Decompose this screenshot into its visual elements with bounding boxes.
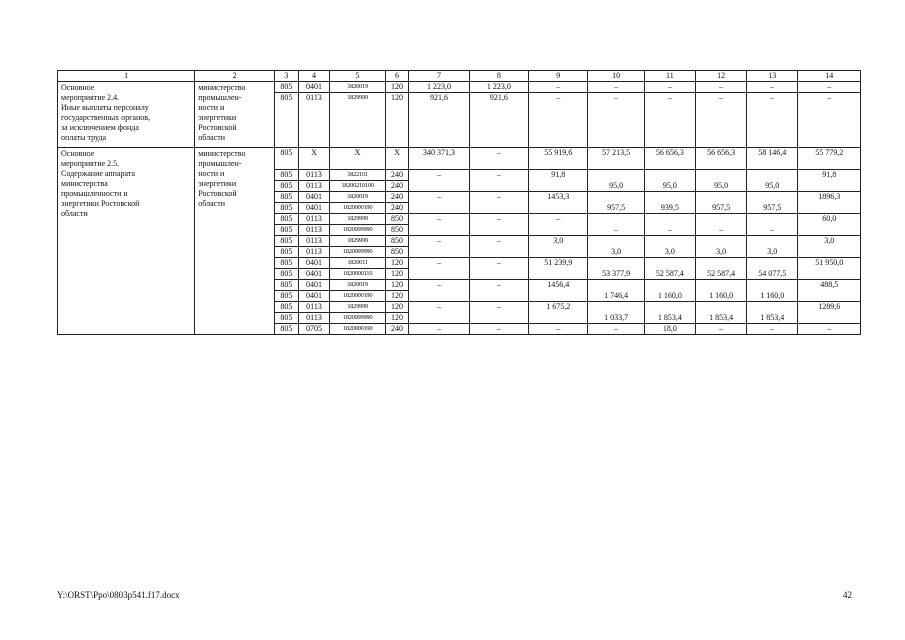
table-cell: 1820019 xyxy=(330,82,385,93)
table-cell: 3,0 xyxy=(644,236,695,258)
table-cell: 1820099990 xyxy=(330,313,385,324)
table-cell: 240 xyxy=(385,181,409,192)
table-cell: 3,0 xyxy=(529,236,588,258)
table-cell: 52 587,4 xyxy=(695,258,746,280)
table-cell: 0113 xyxy=(298,236,330,247)
table-cell: – xyxy=(469,302,528,324)
table-cell: 850 xyxy=(385,214,409,225)
header-cell: 9 xyxy=(529,71,588,82)
text-line: энергетики Ростовской xyxy=(61,199,140,208)
table-cell: 340 371,3 xyxy=(409,148,469,170)
text-line: области xyxy=(198,133,225,142)
header-cell: 12 xyxy=(695,71,746,82)
table-cell: 1456,4 xyxy=(529,280,588,302)
table-cell: 1820000110 xyxy=(330,269,385,280)
table-cell: 1 223,0 xyxy=(409,82,469,93)
table-cell: 0113 xyxy=(298,247,330,258)
table-cell: 120 xyxy=(385,313,409,324)
table-cell: 0705 xyxy=(298,324,330,335)
table-cell: 240 xyxy=(385,170,409,181)
text-line: оплаты труда xyxy=(61,133,107,142)
text-line: министерство xyxy=(198,149,246,158)
table-cell: 957,5 xyxy=(747,192,798,214)
table-cell: 1829999 xyxy=(330,236,385,247)
table-cell: 939,5 xyxy=(644,192,695,214)
executor-cell xyxy=(195,82,275,148)
table-cell: 56 656,3 xyxy=(644,148,695,170)
table-cell: – xyxy=(644,93,695,148)
table-cell: – xyxy=(798,82,861,93)
header-cell: 4 xyxy=(298,71,330,82)
table-cell: 120 xyxy=(385,82,409,93)
table-cell: 1820000190 xyxy=(330,203,385,214)
table-cell: 1 160,0 xyxy=(747,280,798,302)
table-cell: – xyxy=(409,170,469,192)
table-cell: – xyxy=(529,324,588,335)
table-cell: – xyxy=(469,280,528,302)
text-line: энергетики xyxy=(198,113,237,122)
header-cell: 13 xyxy=(747,71,798,82)
table-cell: 51 239,9 xyxy=(529,258,588,280)
table-cell: 805 xyxy=(275,225,299,236)
header-cell: 7 xyxy=(409,71,469,82)
table-cell: – xyxy=(529,93,588,148)
table-cell: 95,0 xyxy=(588,170,644,192)
text-line: энергетики xyxy=(198,179,237,188)
table-cell: 1 746,4 xyxy=(588,280,644,302)
table-cell: 957,5 xyxy=(588,192,644,214)
table-cell: – xyxy=(588,214,644,236)
text-line: промышленности и xyxy=(61,189,128,198)
table-cell: 1 160,0 xyxy=(695,280,746,302)
table-cell: Х xyxy=(298,148,330,170)
table-cell: – xyxy=(644,214,695,236)
header-cell: 5 xyxy=(330,71,385,82)
table-cell: 0113 xyxy=(298,225,330,236)
table-cell: 240 xyxy=(385,324,409,335)
table-cell: Х xyxy=(330,148,385,170)
table-cell: 1829999 xyxy=(330,214,385,225)
text-line: области xyxy=(61,209,88,218)
table-cell: 0401 xyxy=(298,82,330,93)
text-line: Ростовской xyxy=(198,189,237,198)
table-cell: 0113 xyxy=(298,170,330,181)
table-cell: 850 xyxy=(385,225,409,236)
text-line: Основное xyxy=(61,149,95,158)
text-line: ности и xyxy=(198,103,225,112)
text-line: мероприятие 2.5. xyxy=(61,159,120,168)
table-cell: – xyxy=(798,324,861,335)
table-cell: 0401 xyxy=(298,291,330,302)
table-cell: 805 xyxy=(275,247,299,258)
table-cell: 1896,3 xyxy=(798,192,861,214)
table-cell: 120 xyxy=(385,269,409,280)
table-cell: – xyxy=(469,170,528,192)
table-cell: – xyxy=(409,302,469,324)
table-cell: 95,0 xyxy=(695,170,746,192)
table-cell: 921,6 xyxy=(469,93,528,148)
table-cell: 56 656,3 xyxy=(695,148,746,170)
table-cell: 805 xyxy=(275,93,299,148)
table-cell: 921,6 xyxy=(409,93,469,148)
table-cell: 805 xyxy=(275,148,299,170)
table-cell: – xyxy=(469,148,528,170)
table-cell: 95,0 xyxy=(747,170,798,192)
table-row xyxy=(58,82,861,93)
table-cell: 18,0 xyxy=(644,324,695,335)
table-cell: 1 853,4 xyxy=(695,302,746,324)
measure-name-cell xyxy=(58,82,195,148)
table-cell: – xyxy=(588,324,644,335)
table-cell: 240 xyxy=(385,203,409,214)
table-cell: 120 xyxy=(385,93,409,148)
table-cell: – xyxy=(747,82,798,93)
table-cell: – xyxy=(529,82,588,93)
table-cell: 1820019 xyxy=(330,280,385,291)
table-cell: 850 xyxy=(385,236,409,247)
table-cell: – xyxy=(747,214,798,236)
table-cell: 57 213,5 xyxy=(588,148,644,170)
table-cell: 52 587,4 xyxy=(644,258,695,280)
text-line: области xyxy=(198,199,225,208)
table-cell: 0113 xyxy=(298,313,330,324)
text-line: Основное xyxy=(61,83,95,92)
table-cell: 805 xyxy=(275,313,299,324)
table-cell: 805 xyxy=(275,203,299,214)
table-cell: 805 xyxy=(275,181,299,192)
text-line: государственных органов, xyxy=(61,113,150,122)
table-cell: 91,8 xyxy=(529,170,588,192)
table-cell: – xyxy=(409,280,469,302)
table-cell: 1 853,4 xyxy=(747,302,798,324)
table-cell: 55 779,2 xyxy=(798,148,861,170)
table-cell: 0401 xyxy=(298,269,330,280)
table-cell: 0401 xyxy=(298,280,330,291)
table-cell: 805 xyxy=(275,269,299,280)
table-cell: 0401 xyxy=(298,258,330,269)
measure-name-cell xyxy=(58,148,195,335)
table-cell: 805 xyxy=(275,324,299,335)
table-cell: – xyxy=(469,214,528,236)
header-cell: 2 xyxy=(195,71,275,82)
table-cell: 1820019 xyxy=(330,192,385,203)
header-cell: 8 xyxy=(469,71,528,82)
table-cell: – xyxy=(644,82,695,93)
table-cell: 54 077,5 xyxy=(747,258,798,280)
table-cell: 805 xyxy=(275,214,299,225)
table-cell: 805 xyxy=(275,236,299,247)
table-cell: 120 xyxy=(385,302,409,313)
table-cell: 1820099990 xyxy=(330,225,385,236)
table-cell: 3,0 xyxy=(798,236,861,258)
table-cell: 957,5 xyxy=(695,192,746,214)
table-cell: 0113 xyxy=(298,93,330,148)
table-cell: 805 xyxy=(275,280,299,291)
table-cell: 0113 xyxy=(298,302,330,313)
table-cell: 805 xyxy=(275,258,299,269)
table-cell: 0113 xyxy=(298,214,330,225)
table-cell: 0401 xyxy=(298,203,330,214)
table-cell: 1829999 xyxy=(330,302,385,313)
table-cell: – xyxy=(695,214,746,236)
table-cell: 240 xyxy=(385,192,409,203)
table-cell: 95,0 xyxy=(644,170,695,192)
footer-file-path: Y:\ORST\Ppo\0803p541.f17.docx xyxy=(57,590,180,600)
table-cell: 53 377,9 xyxy=(588,258,644,280)
table-cell: – xyxy=(469,324,528,335)
text-line: министерство xyxy=(198,83,246,92)
table-cell: 18200210100 xyxy=(330,181,385,192)
table-cell: 1829999 xyxy=(330,93,385,148)
table-cell: 1820000190 xyxy=(330,291,385,302)
table-cell: – xyxy=(798,93,861,148)
table-cell: 120 xyxy=(385,280,409,291)
table-cell: 805 xyxy=(275,302,299,313)
table-cell: – xyxy=(409,192,469,214)
footer-page-number: 42 xyxy=(843,590,852,600)
text-line: промышлен- xyxy=(198,93,242,102)
table-cell: 805 xyxy=(275,170,299,181)
table-cell: – xyxy=(695,324,746,335)
table-cell: 1 160,0 xyxy=(644,280,695,302)
table-cell: 488,5 xyxy=(798,280,861,302)
table-cell: – xyxy=(469,236,528,258)
table-cell: 91,8 xyxy=(798,170,861,192)
table-cell: 1820000190 xyxy=(330,324,385,335)
text-line: за исключением фонда xyxy=(61,123,139,132)
table-cell: 58 146,4 xyxy=(747,148,798,170)
table-cell: – xyxy=(409,214,469,236)
table-cell: Х xyxy=(385,148,409,170)
table-cell: 120 xyxy=(385,291,409,302)
table-cell: 1822101 xyxy=(330,170,385,181)
table-cell: 0113 xyxy=(298,181,330,192)
text-line: промышлен- xyxy=(198,159,242,168)
header-cell: 6 xyxy=(385,71,409,82)
table-cell: 1 223,0 xyxy=(469,82,528,93)
header-cell: 3 xyxy=(275,71,299,82)
table-cell: 1453,3 xyxy=(529,192,588,214)
table-cell: – xyxy=(529,214,588,236)
table-cell: 805 xyxy=(275,192,299,203)
table-row xyxy=(58,71,861,82)
table-cell: 805 xyxy=(275,291,299,302)
table-cell: 1820099990 xyxy=(330,247,385,258)
table-cell: – xyxy=(469,258,528,280)
text-line: Ростовской xyxy=(198,123,237,132)
table-cell: 1 675,2 xyxy=(529,302,588,324)
table-cell: – xyxy=(588,82,644,93)
table-cell: 51 950,0 xyxy=(798,258,861,280)
table-cell: 120 xyxy=(385,258,409,269)
table-cell: 1289,6 xyxy=(798,302,861,324)
table-cell: – xyxy=(695,82,746,93)
table-cell: – xyxy=(409,236,469,258)
table-cell: – xyxy=(588,93,644,148)
table-cell: 805 xyxy=(275,82,299,93)
table-cell: – xyxy=(469,192,528,214)
text-line: ности и xyxy=(198,169,225,178)
text-line: Содержание аппарата xyxy=(61,169,135,178)
table-cell: 1 033,7 xyxy=(588,302,644,324)
text-line: министерства xyxy=(61,179,108,188)
budget-table xyxy=(57,70,861,335)
table-cell: 60,0 xyxy=(798,214,861,236)
table-cell: – xyxy=(695,93,746,148)
header-cell: 10 xyxy=(588,71,644,82)
table-cell: – xyxy=(747,93,798,148)
table-cell: 1820011 xyxy=(330,258,385,269)
header-cell: 1 xyxy=(58,71,195,82)
table-cell: 850 xyxy=(385,247,409,258)
header-cell: 14 xyxy=(798,71,861,82)
table-cell: – xyxy=(747,324,798,335)
table-cell: 0401 xyxy=(298,192,330,203)
table-cell: 3,0 xyxy=(695,236,746,258)
table-cell: 3,0 xyxy=(747,236,798,258)
table-cell: – xyxy=(409,324,469,335)
executor-cell xyxy=(195,148,275,335)
table-cell: 55 919,6 xyxy=(529,148,588,170)
text-line: мероприятие 2.4. xyxy=(61,93,120,102)
table-cell: 1 853,4 xyxy=(644,302,695,324)
header-cell: 11 xyxy=(644,71,695,82)
table-cell: – xyxy=(409,258,469,280)
table-row xyxy=(58,148,861,170)
text-line: Иные выплаты персоналу xyxy=(61,103,149,112)
table-cell: 3,0 xyxy=(588,236,644,258)
